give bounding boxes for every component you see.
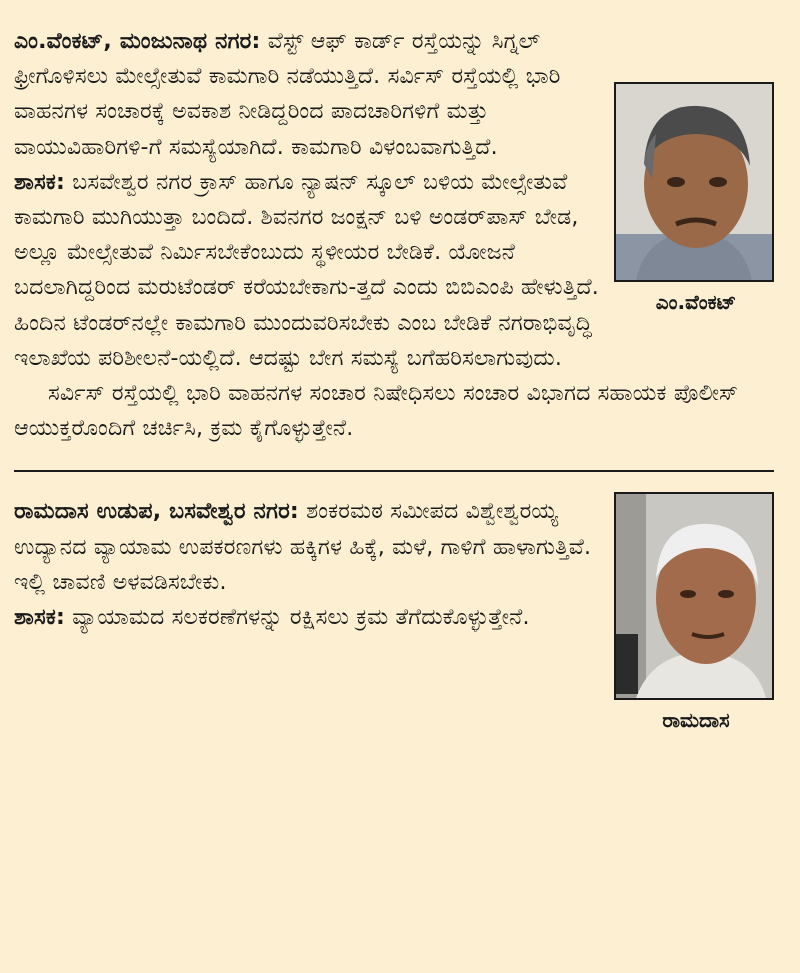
ramadasa-portrait-image [616, 494, 772, 698]
section-divider [14, 470, 774, 472]
mla-label-1: ಶಾಸಕ: [14, 169, 66, 195]
venkat-photo-frame [614, 82, 778, 314]
mla-reply-1: ಬಸವೇಶ್ವರ ನಗರ ಕ್ರಾಸ್ ಹಾಗೂ ನ್ಯಾಷನ್ ಸ್ಕೂಲ್ ಬಳಿಯ ಮೇಲ್ಸೇತುವೆ ಕಾಮಗಾರಿ ಮುಗಿಯುತ್ತಾ ಬಂದಿದೆ. ಶಿವನಗರ ಜಂಕ್ಷನ್ ಬಳಿ ಅಂಡರ್‌ಪಾಸ್ ಬೇಡ, ಅಲ್ಲೂ ಮೇಲ್ಸೇತುವೆ ನಿರ್ಮಿಸಬೇಕೆಂಬುದು ಸ್ಥಳೀಯರ ಬೇಡಿಕೆ. ಯೋಜನೆ ಬದಲಾಗಿದ್ದರಿಂದ ಮರುಟೆಂಡರ್ ಕರೆಯಬೇಕಾಗು-ತ್ತದೆ ಎಂದು ಬಿಬಿಎಂಪಿ ಹೇಳುತ್ತಿದೆ. ಹಿಂದಿನ ಟೆಂಡರ್‌ನಲ್ಲೇ ಕಾಮಗಾರಿ ಮುಂದುವರಿಸಬೇಕು ಎಂಬ ಬೇಡಿಕೆ ನಗರಾಭಿವೃದ್ಧಿ ಇಲಾಖೆಯ ಪರಿಶೀಲನೆ-ಯಲ್ಲಿದೆ. ಆದಷ್ಟು ಬೇಗ ಸಮಸ್ಯೆ ಬಗೆಹರಿಸಲಾಗುವುದು. [14, 169, 599, 371]
ramadasa-complaint-text: ಶಂಕರಮಠ ಸಮೀಪದ ವಿಶ್ವೇಶ್ವರಯ್ಯ ಉದ್ಯಾನದ ವ್ಯಾಯಾಮ ಉಪಕರಣಗಳು ಹಕ್ಕಿಗಳ ಹಿಕ್ಕೆ, ಮಳೆ, ಗಾಳಿಗೆ ಹಾಳಾಗುತ್ತಿವೆ. ಇಲ್ಲಿ ಚಾವಣಿ ಅಳವಡಿಸಬೇಕು. [14, 499, 592, 595]
ramadasa-speaker-name: ರಾಮದಾಸ ಉಡುಪ, ಬಸವೇಶ್ವರ ನಗರ: [14, 499, 299, 525]
venkat-photo-caption: ಎಂ.ವೆಂಕಟ್ [655, 290, 737, 314]
qa-item-venkat [14, 24, 782, 446]
mla-reply-2: ವ್ಯಾಯಾಮದ ಸಲಕರಣೆಗಳನ್ನು ರಕ್ಷಿಸಲು ಕ್ರಮ ತೆಗೆದುಕೊಳ್ಳುತ್ತೇನೆ. [72, 605, 530, 631]
qa-item-ramadasa [14, 494, 782, 733]
mla-label-2: ಶಾಸಕ: [14, 605, 66, 631]
ramadasa-photo-caption: ರಾಮದಾಸ [662, 708, 730, 733]
ramadasa-photo [614, 492, 774, 700]
venkat-speaker-name: ಎಂ.ವೆಂಕಟ್, ಮಂಜುನಾಥ ನಗರ: [14, 29, 261, 54]
ramadasa-photo-frame [614, 492, 778, 732]
mla-reply-1-continued: ಸರ್ವಿಸ್ ರಸ್ತೆಯಲ್ಲಿ ಭಾರಿ ವಾಹನಗಳ ಸಂಚಾರ ನಿಷೇಧಿಸಲು ಸಂಚಾರ ವಿಭಾಗದ ಸಹಾಯಕ ಪೊಲೀಸ್ ಆಯುಕ್ತರೊಂದಿಗೆ ಚರ್ಚಿಸಿ, ಕ್ರಮ ಕೈಗೊಳ್ಳುತ್ತೇನೆ. [14, 381, 739, 442]
venkat-portrait-image [616, 84, 772, 280]
venkat-photo [614, 82, 774, 282]
venkat-complaint-text: ವೆಸ್ಟ್ ಆಫ್ ಕಾರ್ಡ್ ರಸ್ತೆಯನ್ನು ಸಿಗ್ನಲ್ ಫ್ರೀಗೊಳಿಸಲು ಮೇಲ್ಸೇತುವೆ ಕಾಮಗಾರಿ ನಡೆಯುತ್ತಿದೆ. ಸರ್ವಿಸ್ ರಸ್ತೆಯಲ್ಲಿ ಭಾರಿ ವಾಹನಗಳ ಸಂಚಾರಕ್ಕೆ ಅವಕಾಶ ನೀಡಿದ್ದರಿಂದ ಪಾದಚಾರಿಗಳಿಗೆ ಮತ್ತು ವಾಯುವಿಹಾರಿಗಳಿ-ಗೆ ಸಮಸ್ಯೆಯಾಗಿದೆ. ಕಾಮಗಾರಿ ವಿಳಂಬವಾಗುತ್ತಿದೆ. [14, 29, 561, 160]
